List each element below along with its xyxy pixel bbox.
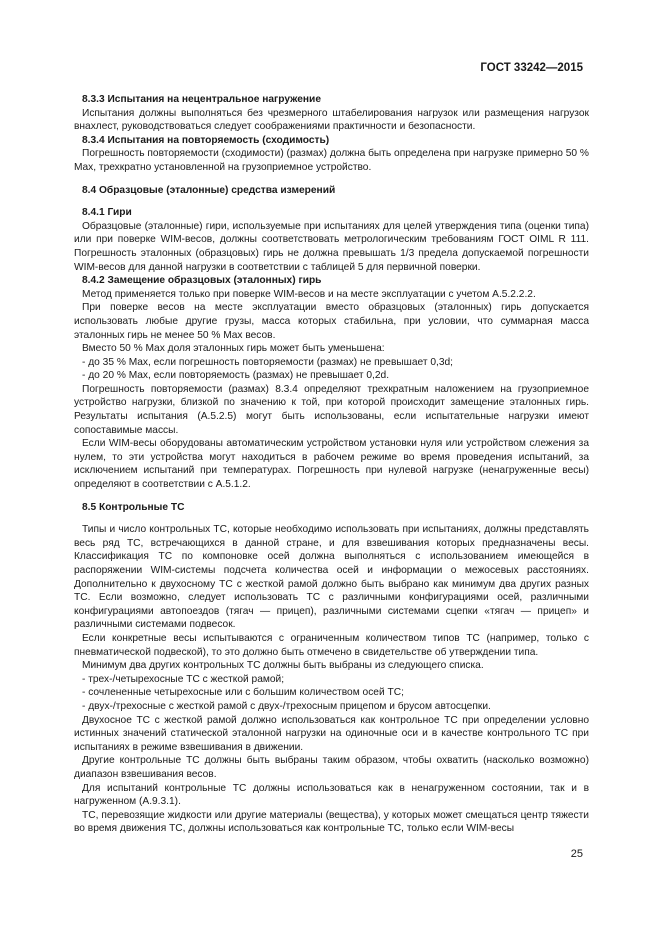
heading-8-3-4: 8.3.4 Испытания на повторяемость (сходимость) — [82, 134, 330, 146]
paragraph: Испытания должны выполняться без чрезмерного штабелирования нагрузок или размещения нагрузок внахлест, руководствоваться следует соображениями практичности и безопасности. — [74, 107, 589, 133]
heading-8-5: 8.5 Контрольные ТС — [82, 501, 185, 513]
list-item: - трех-/четырехосные ТС с жесткой рамой; — [82, 673, 285, 685]
paragraph: Образцовые (эталонные) гири, используемые при испытаниях для целей утверждения типа (оценки типа) или при поверке WIM-весов, должны соответствовать метрологическим требованиям ГОСТ OIML R 111. Погрешность эталонных (образцовых) гирь не должна превышать 1/3 предела допускаемой погрешности WIM-весов для данной нагрузки в соответствии с таблицей 5 для первичной поверки. — [74, 220, 589, 273]
page-number: 25 — [570, 848, 583, 860]
paragraph: Если WIM-весы оборудованы автоматическим устройством установки нуля или устройством слежения за нулем, то эти устройства могут находиться в рабочем режиме во время проведения испытаний, за исключением испытаний при температурах. Погрешность при нулевой нагрузке (ненагруженные весы) определяют в соответствии с А.5.1.2. — [74, 438, 589, 491]
paragraph: Вместо 50 % Max доля эталонных гирь может быть уменьшена: — [82, 343, 385, 355]
document-id: ГОСТ 33242—2015 — [480, 62, 583, 74]
list-item: - до 20 % Max, если повторяемость (размах) не превышает 0,2d. — [82, 370, 390, 382]
paragraph: Двухосное ТС с жесткой рамой должно использоваться как контрольное ТС при определении условно истинных значений статической эталонной нагрузки на одиночные оси и в качестве контрольного ТС при испытаниях в режиме взвешивания в движении. — [74, 714, 589, 753]
list-item: - сочлененные четырехосные или с большим количеством осей ТС; — [82, 687, 404, 699]
heading-8-4-2: 8.4.2 Замещение образцовых (эталонных) гирь — [82, 275, 322, 287]
list-item: - до 35 % Max, если погрешность повторяемости (размах) не превышает 0,3d; — [82, 356, 454, 368]
paragraph: Типы и число контрольных ТС, которые необходимо использовать при испытаниях, должны представлять весь ряд ТС, встречающихся в данной стране, и для взвешивания которых предназначены весы. Классификация ТС по компоновке осей должна выполняться с использованием имеющейся в распоряжении WIM-системы подсчета количества осей и информации о межосевых расстояниях. Дополнительно к двухосному ТС с жесткой рамой должно быть выбрано как минимум два других разных ТС. Если возможно, следует использовать ТС с различными конфигурациями осей, различными конфигурациями автопоездов (тягач — прицеп), различными системами сцепки «тягач — прицеп» и различными системами подвесок. — [74, 524, 589, 631]
paragraph: Для испытаний контрольные ТС должны использоваться как в ненагруженном состоянии, так и в нагруженном (А.9.3.1). — [74, 782, 589, 808]
heading-8-4: 8.4 Образцовые (эталонные) средства измерений — [82, 184, 336, 196]
paragraph: Минимум два других контрольных ТС должны быть выбраны из следующего списка. — [82, 660, 484, 672]
paragraph: ТС, перевозящие жидкости или другие материалы (вещества), у которых может смещаться центр тяжести во время движения ТС, должны использоваться как контрольные ТС, только если WIM-весы — [74, 809, 589, 835]
paragraph: Другие контрольные ТС должны быть выбраны таким образом, чтобы охватить (насколько возможно) диапазон взвешивания весов. — [74, 755, 589, 780]
paragraph: При поверке весов на месте эксплуатации вместо образцовых (эталонных) гирь допускается использовать любые другие грузы, масса которых стабильна, при условии, что суммарная масса эталонных гирь не менее 50 % Max весов. — [74, 302, 589, 341]
paragraph: Если конкретные весы испытываются с ограниченным количеством типов ТС (например, только с пневматической подвеской), то это должно быть отмечено в свидетельстве об утверждении типа. — [74, 632, 589, 658]
document-body — [74, 93, 589, 836]
paragraph: Погрешность повторяемости (сходимости) (размах) должна быть определена при нагрузке примерно 50 % Max, трехкратно установленной на грузоприемное устройство. — [74, 148, 589, 173]
paragraph: Метод применяется только при поверке WIM-весов и на месте эксплуатации с учетом А.5.2.2.2. — [82, 288, 536, 300]
heading-8-4-1: 8.4.1 Гири — [82, 207, 132, 219]
list-item: - двух-/трехосные с жесткой рамой с двух-/трехосным прицепом и брусом автосцепки. — [82, 700, 491, 712]
paragraph: Погрешность повторяемости (размах) 8.3.4 определяют трехкратным наложением на грузоприемное устройство нагрузки, близкой по значению к той, при которой происходит замещение эталонных гирь. Результаты испытания (А.5.2.5) могут быть использованы, если испытательные нагрузки имеют сопоставимые массы. — [74, 383, 589, 436]
heading-8-3-3: 8.3.3 Испытания на нецентральное нагружение — [82, 94, 321, 105]
